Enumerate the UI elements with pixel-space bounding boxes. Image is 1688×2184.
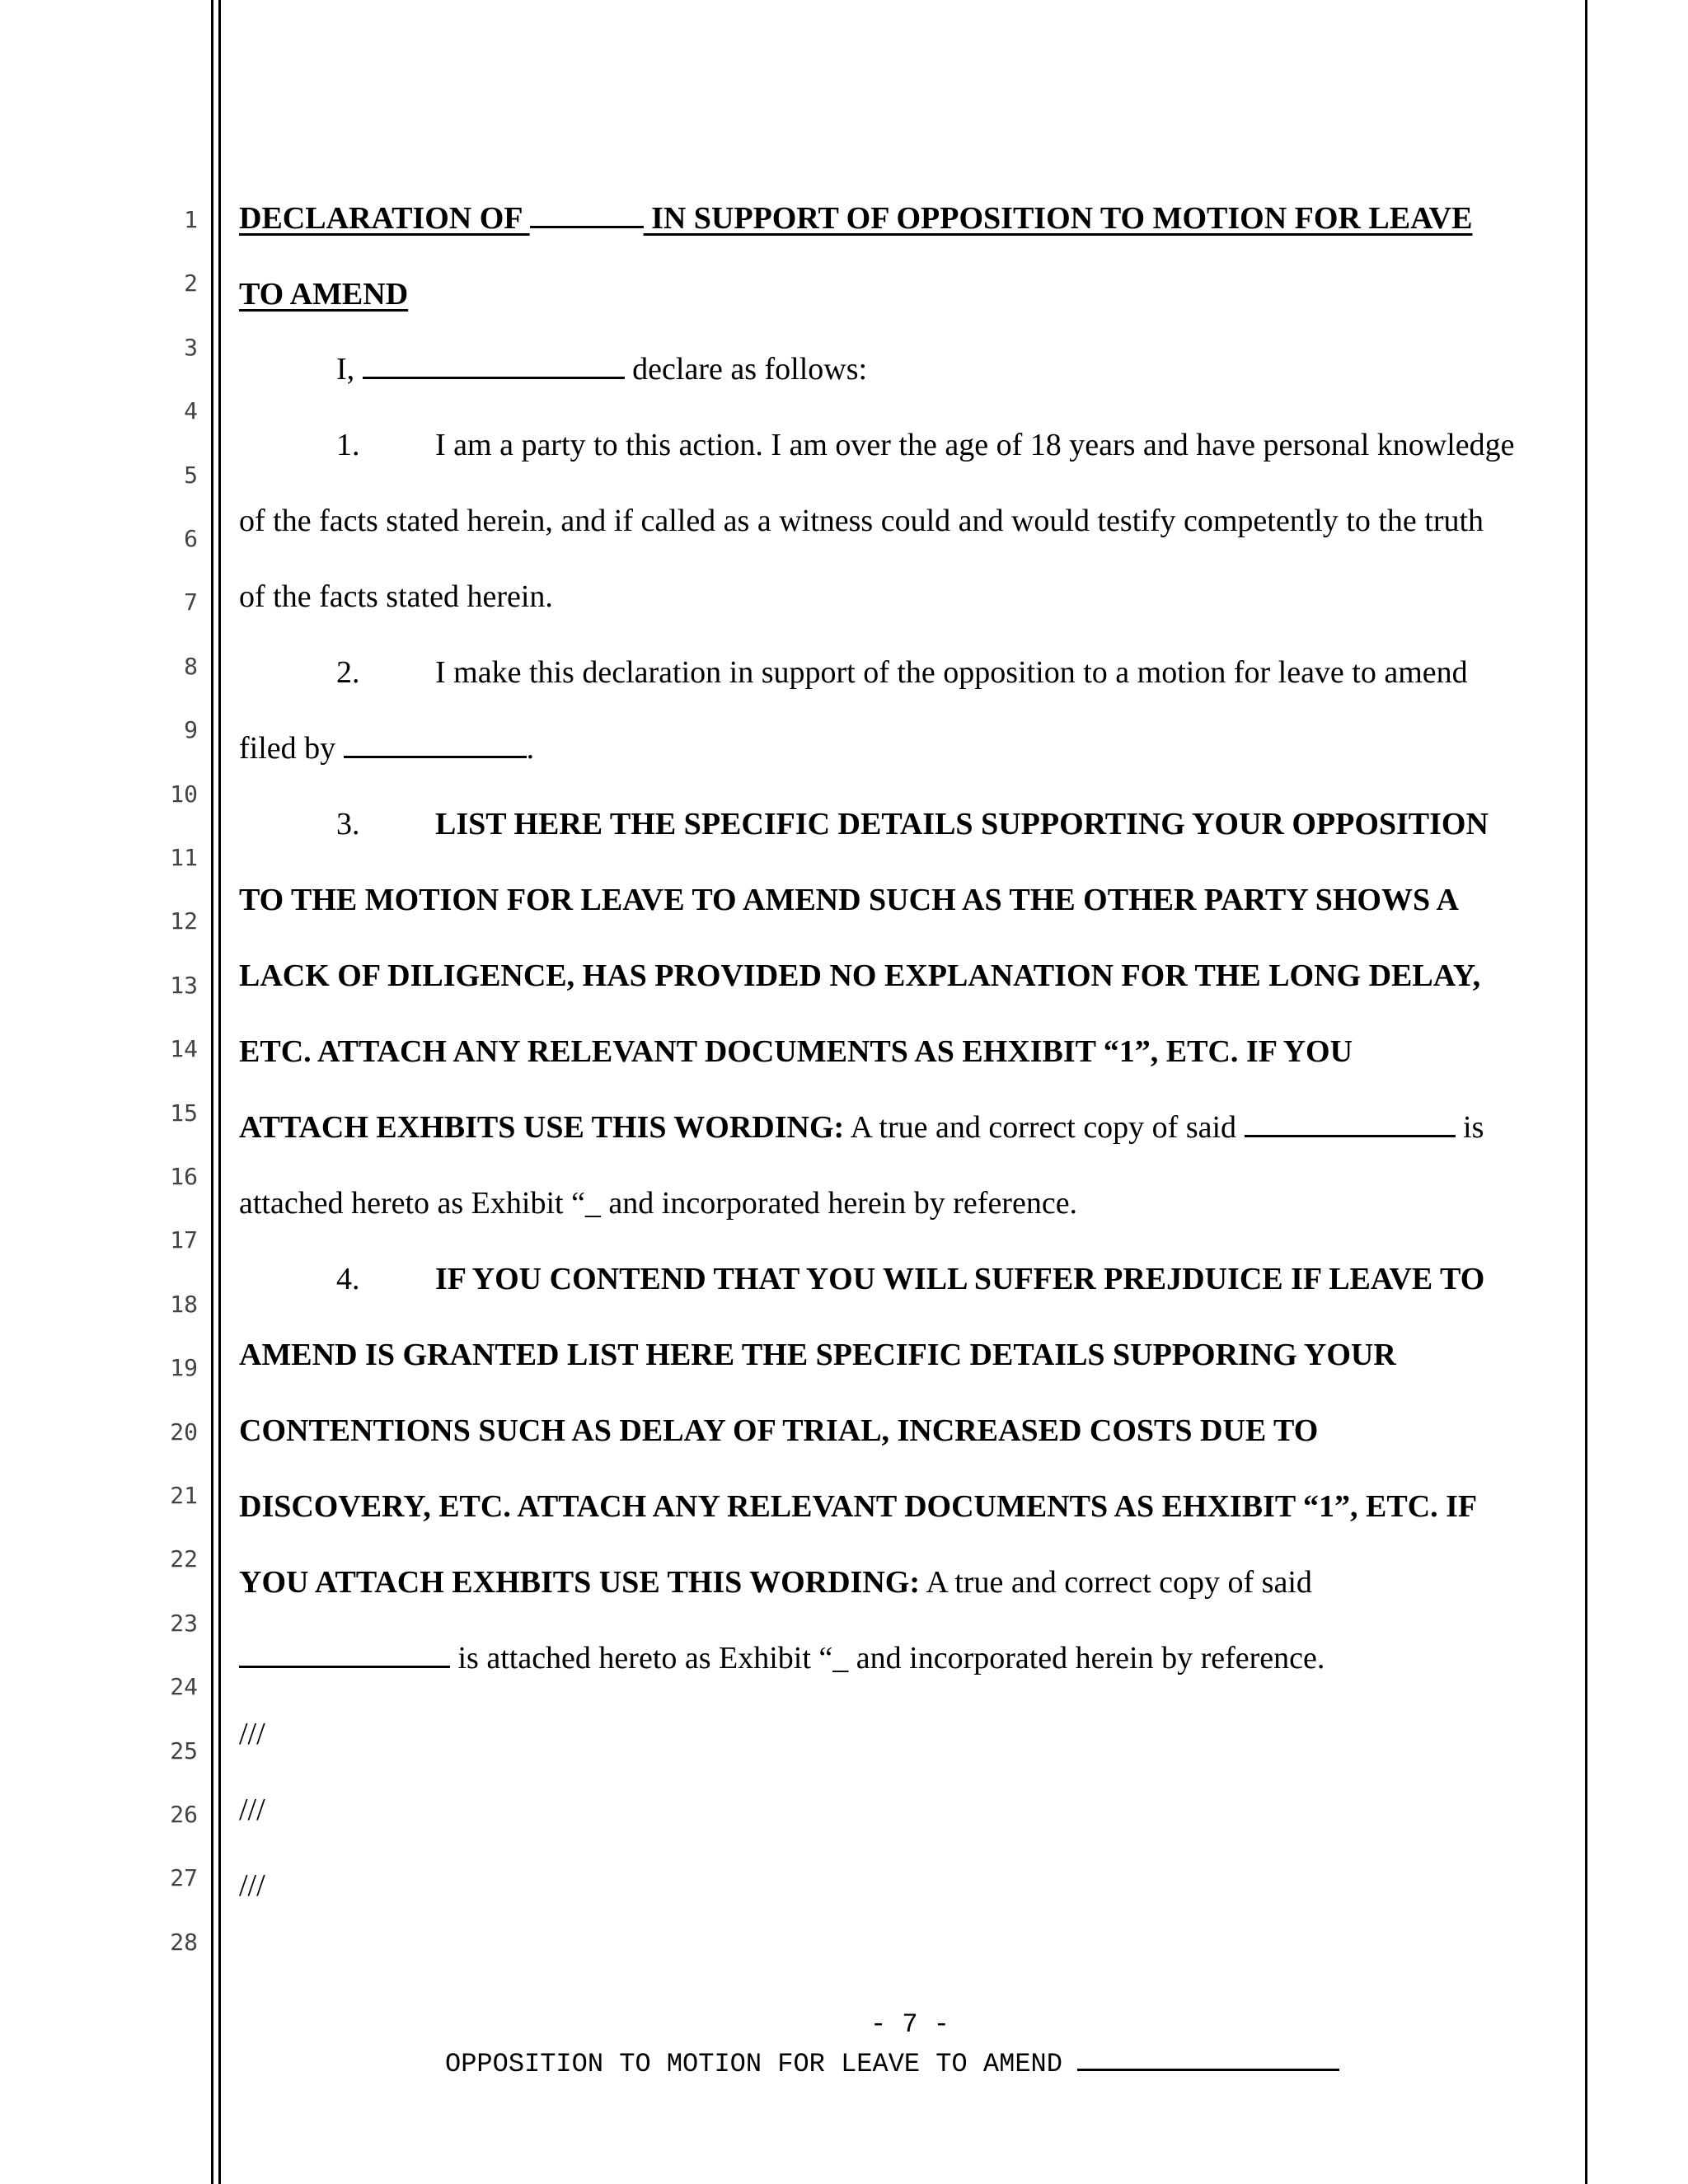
line-number: 21 [170,1482,198,1509]
line-number: 3 [184,334,198,361]
line-number: 9 [184,716,198,743]
line-number: 15 [170,1099,198,1127]
line-number: 11 [170,844,198,871]
line-number: 5 [184,462,198,489]
para1-line-2: of the facts stated herein, and if called as a witness could and would testify competently to the truth [239,504,1484,538]
para2-line-2: filed by . [239,710,1582,786]
line-number: 1 [184,206,198,233]
filed-by-blank [344,728,527,758]
line-number: 13 [170,972,198,999]
line-number: 24 [170,1673,198,1700]
continuation-slashes: /// [239,1793,265,1827]
line-number: 7 [184,588,198,616]
para4-line-4: DISCOVERY, ETC. ATTACH ANY RELEVANT DOCUMENTS AS EHXIBIT “1”, ETC. IF [239,1489,1478,1524]
declarant-name-blank-2 [363,349,625,379]
para4-line-5: YOU ATTACH EXHBITS USE THIS WORDING: A true and correct copy of said [239,1565,1312,1600]
para4-line-1: 4. IF YOU CONTEND THAT YOU WILL SUFFER PREJDUICE IF LEAVE TO [336,1262,1485,1296]
declaration-title-line-1: DECLARATION OF IN SUPPORT OF OPPOSITION TO MOTION FOR LEAVE [239,180,1582,256]
line-number: 18 [170,1291,198,1318]
para4-line-6: is attached hereto as Exhibit “_ and incorporated herein by reference. [239,1620,1582,1696]
para4-line-2: AMEND IS GRANTED LIST HERE THE SPECIFIC DETAILS SUPPORING YOUR [239,1338,1396,1372]
continuation-slashes: /// [239,1717,265,1751]
exhibit-document-blank-2 [239,1638,450,1668]
left-margin-rule-inner [218,0,221,2184]
line-number: 16 [170,1163,198,1190]
intro-line: I, declare as follows: [239,331,1582,407]
para3-line-2: TO THE MOTION FOR LEAVE TO AMEND SUCH AS THE OTHER PARTY SHOWS A [239,883,1459,917]
line-number: 17 [170,1226,198,1254]
para4-line-3: CONTENTIONS SUCH AS DELAY OF TRIAL, INCREASED COSTS DUE TO [239,1413,1319,1448]
footer-case-blank [1077,2044,1339,2071]
para3-line-1: 3. LIST HERE THE SPECIFIC DETAILS SUPPORTING YOUR OPPOSITION [336,807,1489,841]
line-number: 14 [170,1035,198,1062]
line-number: 2 [184,269,198,297]
line-number: 8 [184,653,198,680]
line-number: 22 [170,1545,198,1572]
right-margin-rule [1585,0,1587,2184]
exhibit-document-blank [1245,1107,1456,1137]
footer-title: OPPOSITION TO MOTION FOR LEAVE TO AMEND [445,2044,1339,2079]
para3-line-5: ATTACH EXHBITS USE THIS WORDING: A true and correct copy of said is [239,1090,1582,1165]
para1-line-3: of the facts stated herein. [239,579,553,614]
continuation-slashes: /// [239,1868,265,1903]
left-margin-rule-outer [211,0,213,2184]
line-number: 28 [170,1929,198,1956]
line-number: 19 [170,1354,198,1381]
line-number: 10 [170,780,198,808]
para2-line-1: 2. I make this declaration in support of the opposition to a motion for leave to amend [336,655,1468,690]
line-number: 12 [170,907,198,935]
page-number: - 7 - [870,2009,950,2040]
line-number: 4 [184,397,198,424]
declarant-name-blank [530,198,644,228]
para3-line-6: attached hereto as Exhibit “_ and incorporated herein by reference. [239,1186,1078,1221]
line-number: 6 [184,525,198,552]
line-number: 20 [170,1418,198,1446]
para1-line-1: 1. I am a party to this action. I am over the age of 18 years and have personal knowledge [336,428,1515,462]
line-number: 25 [170,1737,198,1765]
para3-line-4: ETC. ATTACH ANY RELEVANT DOCUMENTS AS EHXIBIT “1”, ETC. IF YOU [239,1034,1353,1069]
line-number: 27 [170,1864,198,1891]
line-number: 26 [170,1801,198,1828]
declaration-title-line-2: TO AMEND [239,277,409,312]
para3-line-3: LACK OF DILIGENCE, HAS PROVIDED NO EXPLANATION FOR THE LONG DELAY, [239,958,1481,993]
line-number: 23 [170,1610,198,1637]
